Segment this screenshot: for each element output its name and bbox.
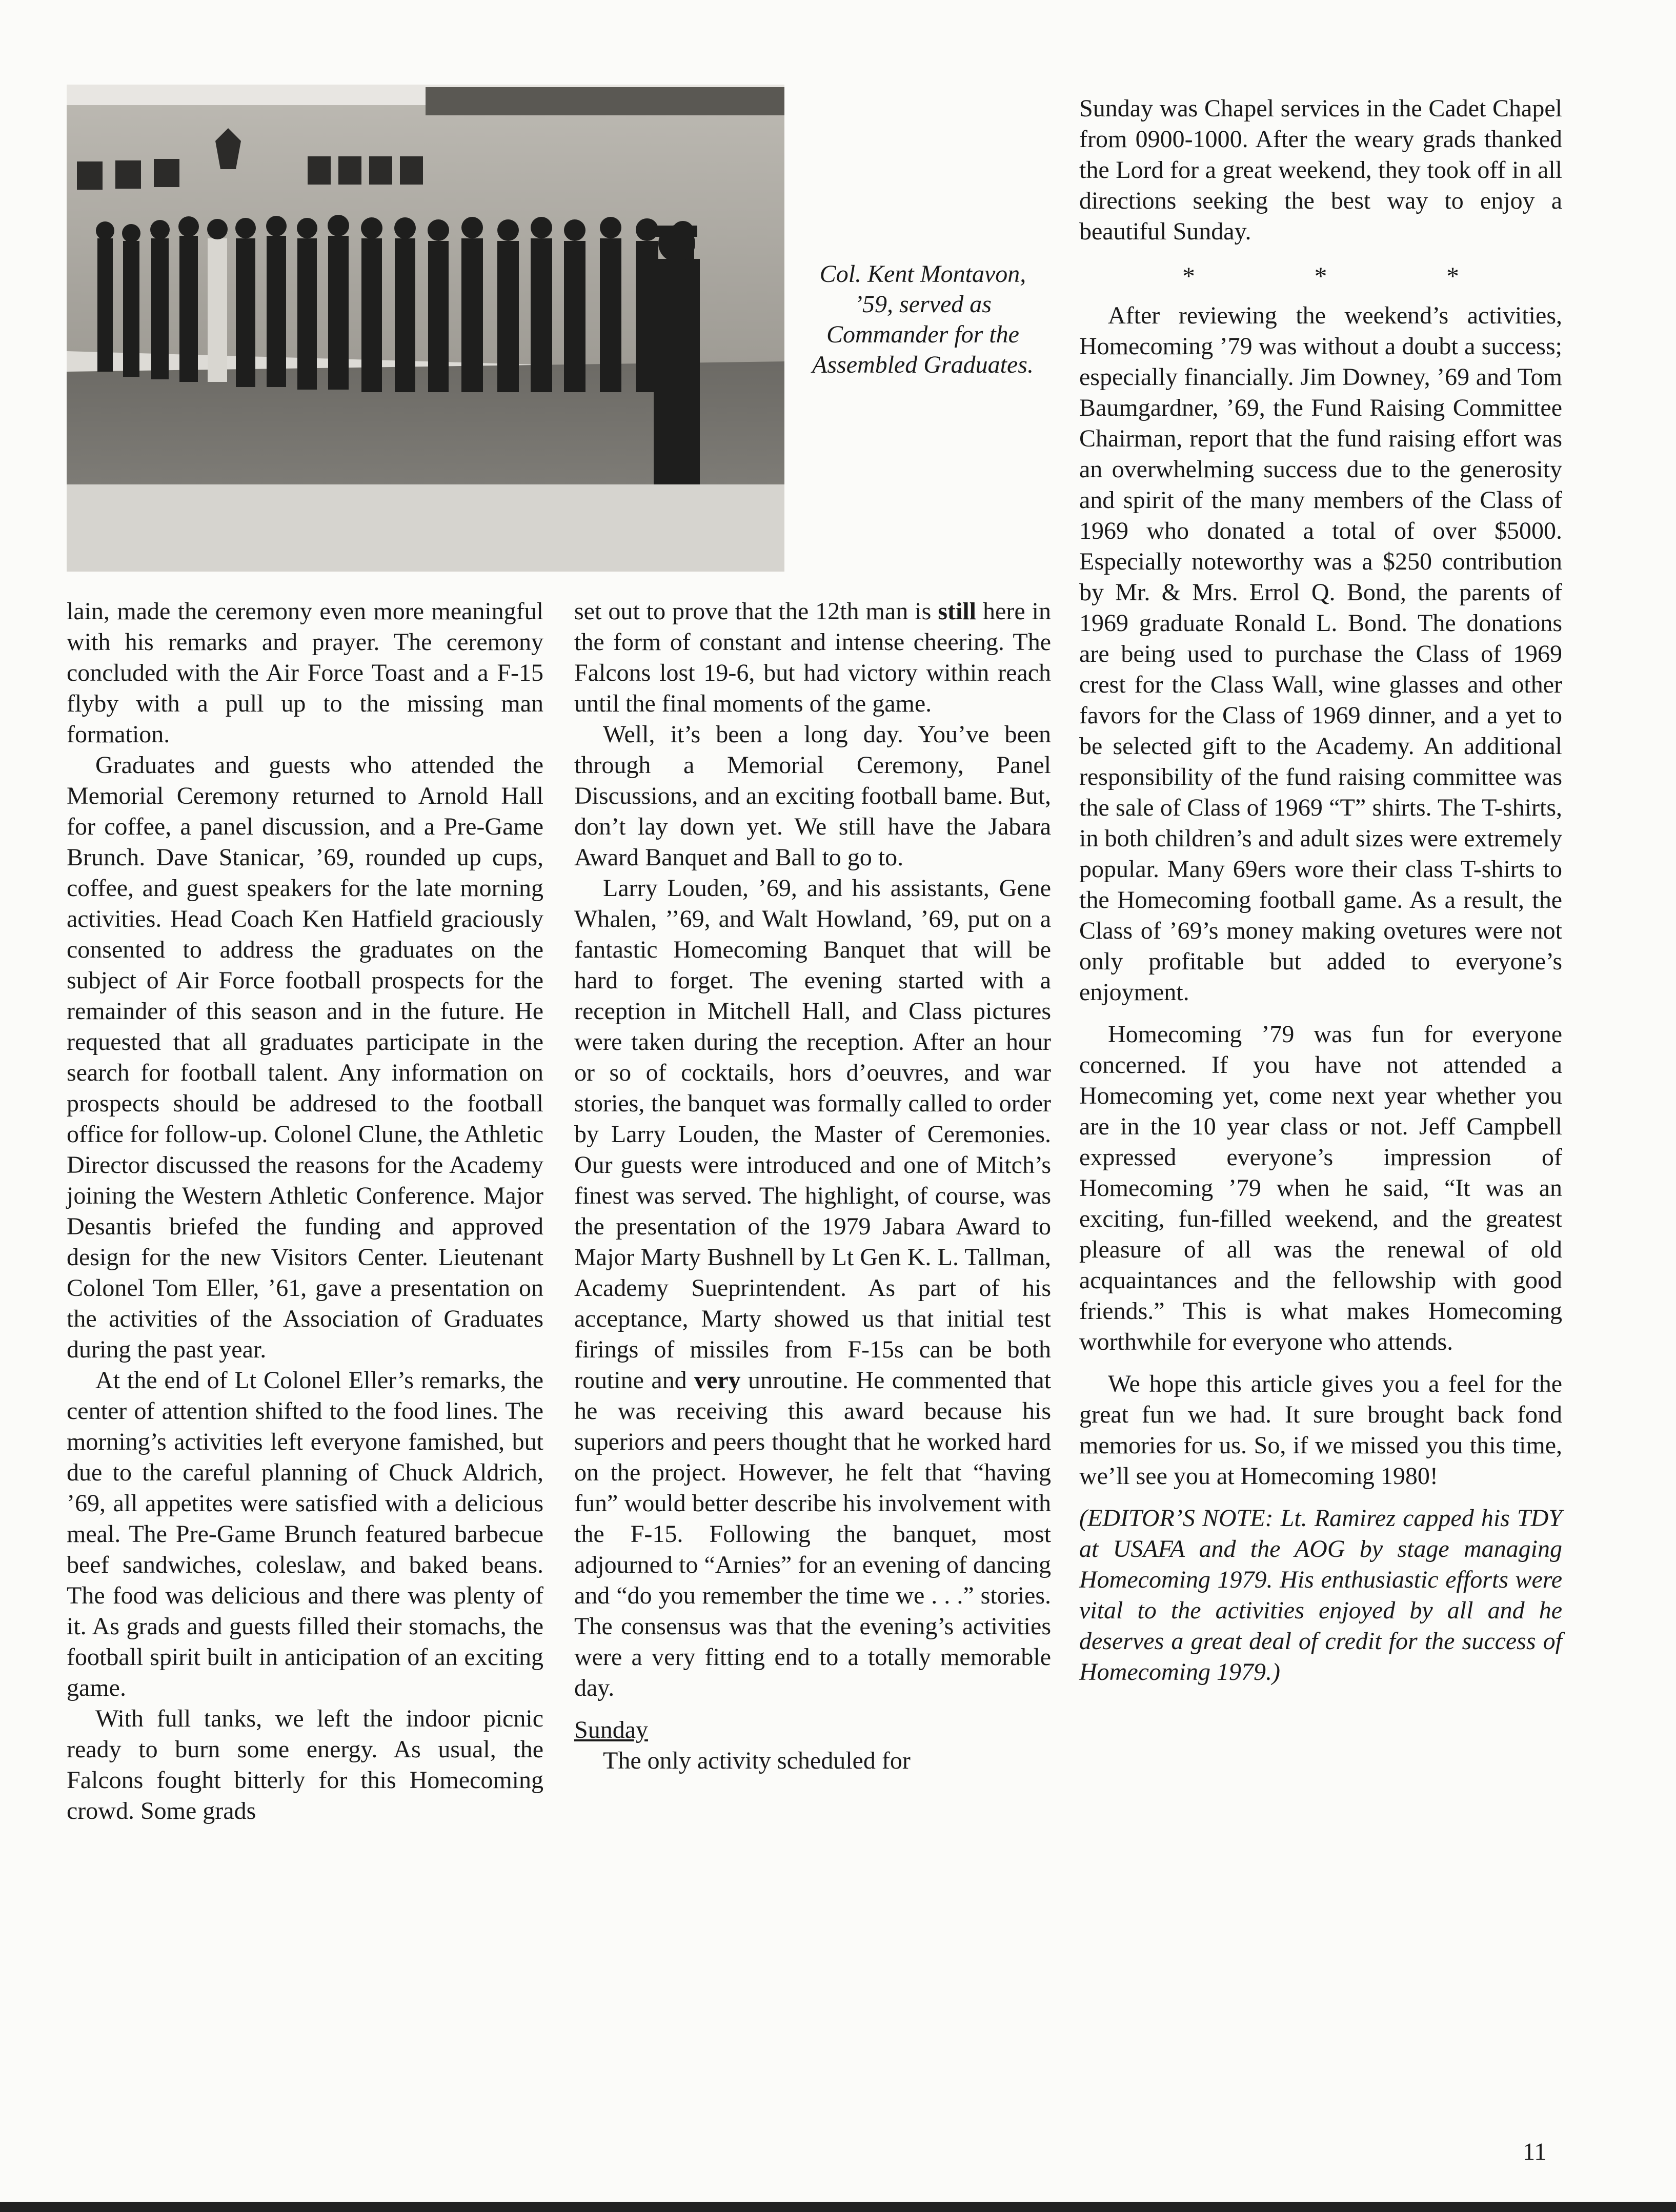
col2-paragraph-1-part-a: set out to prove that the 12th man is — [574, 598, 938, 625]
col1-paragraph-4: With full tanks, we left the indoor picnic ready to burn some energy. As usual, the Falcons fought bitterly for this Homecoming crowd. Some grads — [67, 1705, 543, 1824]
col3-paragraph-2: After reviewing the weekend’s activities, Homecoming ’79 was without a doubt a success; especially financially. Jim Downey, ’69 and Tom Baumgardner, ’69, the Fund Raising Committee Chairman, report that the fund raising effort was an overwhelming success due to the generosity and spirit of the many members of the Class of 1969 who donated a total of over $5000. Especially noteworthy was a $250 contribution by Mr. & Mrs. Errol Q. Bond, the parents of 1969 graduate Ronald L. Bond. The donations are being used to purchase the Class of 1969 crest for the Class Wall, wine glasses and other favors for the Class of 1969 dinner, and a yet to be selected gift to the Academy. An additional responsibility of the fund raising committee was the sale of Class of 1969 “T” shirts. The T-shirts, in both children’s and adult sizes were extremely popular. Many 69ers wore their class T-shirts to the Homecoming football game. As a result, the Class of ’69’s money making ovetures were not only profitable but added to everyone’s enjoyment. — [1079, 302, 1562, 1006]
formation-photo-drawing — [67, 85, 784, 572]
editors-note: (EDITOR’S NOTE: Lt. Ramirez capped his TDY at USAFA and the AOG by stage managing Homecoming 1979. His enthusiastic efforts were vital to the activities enjoyed by all and he deserves a great deal of credit for the success of Homecoming 1979.) — [1079, 1505, 1562, 1686]
col2-paragraph-2: Well, it’s been a long day. You’ve been through a Memorial Ceremony, Panel Discussions, and an exciting football bame. But, don’t lay down yet. We still have the Jabara Award Banquet and Ball to go to. — [574, 721, 1051, 871]
col1-paragraph-1: lain, made the ceremony even more meaningful with his remarks and prayer. The ceremony concluded with the Air Force Toast and a F-15 flyby with a pull up to the missing man formation. — [67, 598, 543, 748]
col2-paragraph-3-part-c: unroutine. He commented that he was receiving this award because his superiors and peers thought that he worked hard on the project. However, he felt that “having fun” would better describe his involvement with the F-15. Following the banquet, most adjourned to “Arnies” for an evening of dancing and “do you remember the time we . . .” stories. The consensus was that the evening’s activities were a very fitting end to a totally memorable day. — [574, 1367, 1051, 1701]
col2-paragraph-1 — [574, 596, 1051, 719]
col2-paragraph-3-part-a: Larry Louden, ’69, and his assistants, Gene Whalen, ’’69, and Walt Howland, ’69, put on a fantastic Homecoming Banquet that will be hard to forget. The evening started with a reception in Mitchell Hall, and Class pictures were taken during the reception. After an hour or so of cocktails, hors d’oeuvres, and war stories, the banquet was formally called to order by Larry Louden, the Master of Ceremonies. Our guests were introduced and one of Mitch’s finest was served. The highlight, of course, was the presentation of the 1979 Jabara Award to Major Marty Bushnell by Lt Gen K. L. Tallman, Academy Sueprintendent. As part of his acceptance, Marty showed us that initial test firings of missiles from F-15s can be both routine and — [574, 875, 1051, 1394]
sunday-heading-text: Sunday — [574, 1716, 648, 1743]
bold-word-very: very — [694, 1367, 741, 1394]
col2-paragraph-1-part-c: here in the form of constant and intense cheering. The Falcons lost 19-6, but had victory within reach until the final moments of the game. — [574, 598, 1052, 717]
column-right — [1079, 93, 1562, 1688]
photo-caption: Col. Kent Montavon, ’59, served as Commander for the Assembled Graduates. — [812, 260, 1034, 378]
section-divider-stars: * * * — [1182, 261, 1516, 290]
formation-photo — [67, 85, 784, 572]
column-middle — [574, 596, 1051, 1776]
col2-paragraph-4: The only activity scheduled for — [603, 1747, 911, 1774]
bold-word-still: still — [938, 598, 976, 625]
col1-paragraph-2: Graduates and guests who attended the Memorial Ceremony returned to Arnold Hall for coffee, a panel discussion, and a Pre-Game Brunch. Dave Stanicar, ’69, rounded up cups, coffee, and guest speakers for the late morning activities. Head Coach Ken Hatfield graciously consented to address the graduates on the subject of Air Force football prospects for the remainder of this season and in the future. He requested that all graduates participate in the search for football talent. Any information on prospects should be addresed to the football office for follow-up. Colonel Clune, the Athletic Director discussed the reasons for the Academy joining the Western Athletic Conference. Major Desantis briefed the funding and approved design for the new Visitors Center. Lieutenant Colonel Tom Eller, ’61, gave a presentation on the activities of the Association of Graduates during the past year. — [67, 752, 543, 1363]
col3-paragraph-1: Sunday was Chapel services in the Cadet Chapel from 0900-1000. After the weary grads thanked the Lord for a great weekend, they took off in all directions seeking the best way to enjoy a beautiful Sunday. — [1079, 95, 1562, 245]
col1-paragraph-3: At the end of Lt Colonel Eller’s remarks, the center of attention shifted to the food lines. The morning’s activities left everyone famished, but due to the careful planning of Chuck Aldrich, ’69, all appetites were satisfied with a delicious meal. The Pre-Game Brunch featured barbecue beef sandwiches, coleslaw, and baked beans. The food was delicious and there was plenty of it. As grads and guests filled their stomachs, the football spirit built in anticipation of an exciting game. — [67, 1367, 543, 1701]
page-number: 11 — [1523, 2138, 1547, 2165]
bottom-edge-rule — [0, 2202, 1676, 2212]
column-left — [67, 596, 543, 1827]
col3-paragraph-4: We hope this article gives you a feel for the great fun we had. It sure brought back fond memories for us. So, if we missed you this time, we’ll see you at Homecoming 1980! — [1079, 1370, 1562, 1490]
col3-paragraph-3: Homecoming ’79 was fun for everyone concerned. If you have not attended a Homecoming yet, come next year whether you are in the 10 year class or not. Jeff Campbell expressed everyone’s impression of Homecoming ’79 when he said, “It was an exciting, fun-filled weekend, and the greatest pleasure of all was the renewal of old acquaintances and the fellowship with good friends.” This is what makes Homecoming worthwhile for everyone who attends. — [1079, 1021, 1562, 1355]
col2-paragraph-3 — [574, 873, 1051, 1703]
sunday-heading — [574, 1715, 1051, 1746]
